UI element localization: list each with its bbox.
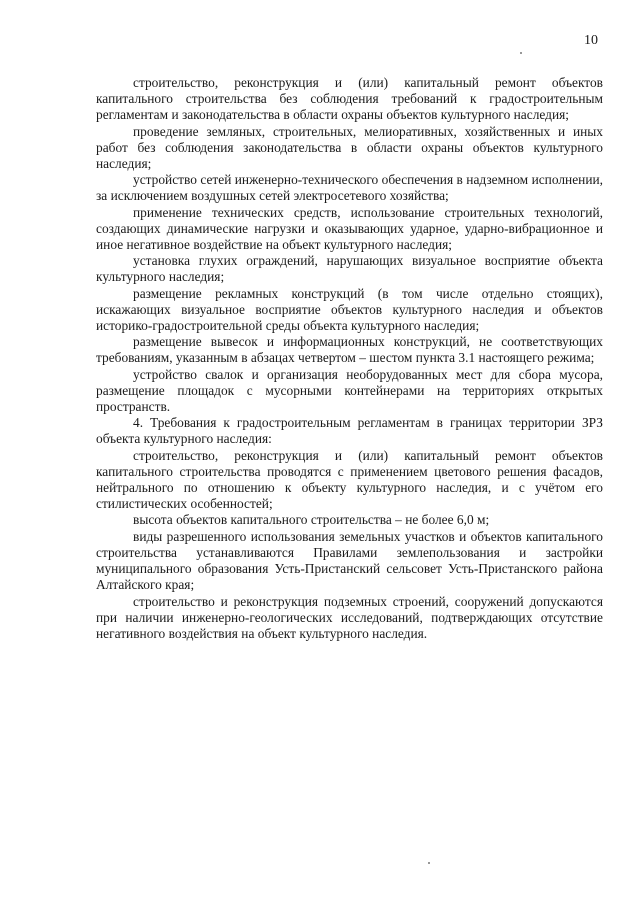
paragraph: устройство сетей инженерно-технического обеспечения в надземном исполнении, за исключением воздушных сетей электросетевого хозяйства; [96, 172, 603, 204]
paragraph: размещение вывесок и информационных конструкций, не соответствующих требованиям, указанным в абзацах четвертом – шестом пункта 3.1 настоящего режима; [96, 334, 603, 366]
paragraph: строительство, реконструкция и (или) капитальный ремонт объектов капитального строительства проводятся с применением цветового решения фасадов, нейтрального по отношению к объекту культурного наследия, и с учётом его стилистических особенностей; [96, 447, 603, 512]
paragraph: высота объектов капитального строительства – не более 6,0 м; [133, 512, 490, 528]
document-body [96, 75, 603, 642]
paragraph: виды разрешенного использования земельных участков и объектов капитального строительства устанавливаются Правилами землепользования и застройки муниципального образования Усть-Пристанский сельсовет Усть-Пристанского района Алтайского края; [96, 528, 603, 593]
paragraph: размещение рекламных конструкций (в том числе отдельно стоящих), искажающих визуальное восприятие объектов культурного наследия и объектов историко-градостроительной среды объекта культурного наследия; [96, 285, 603, 334]
paragraph: проведение земляных, строительных, мелиоративных, хозяйственных и иных работ без соблюдения законодательства в области охраны объектов культурного наследия; [96, 123, 603, 172]
paragraph: применение технических средств, использование строительных технологий, создающих динамические нагрузки и оказывающих ударное, ударно-вибрационное и иное негативное воздействие на объект культурного наследия; [96, 204, 603, 253]
paragraph: строительство и реконструкция подземных строений, сооружений допускаются при наличии инженерно-геологических исследований, подтверждающих отсутствие негативного воздействия на объект культурного наследия. [96, 593, 603, 641]
scan-speck [520, 52, 522, 54]
paragraph: установка глухих ограждений, нарушающих визуальное восприятие объекта культурного наследия; [96, 253, 603, 285]
section-heading: 4. Требования к градостроительным регламентам в границах территории ЗРЗ объекта культурного наследия: [96, 415, 603, 447]
paragraph: устройство свалок и организация необорудованных мест для сбора мусора, размещение площадок с мусорными контейнерами на территориях открытых пространств. [96, 366, 603, 415]
paragraph: строительство, реконструкция и (или) капитальный ремонт объектов капитального строительства без соблюдения требований к градостроительным регламентам и законодательства в области охраны объектов культурного наследия; [96, 75, 603, 123]
scan-speck [428, 862, 430, 864]
page-number: 10 [584, 33, 598, 48]
